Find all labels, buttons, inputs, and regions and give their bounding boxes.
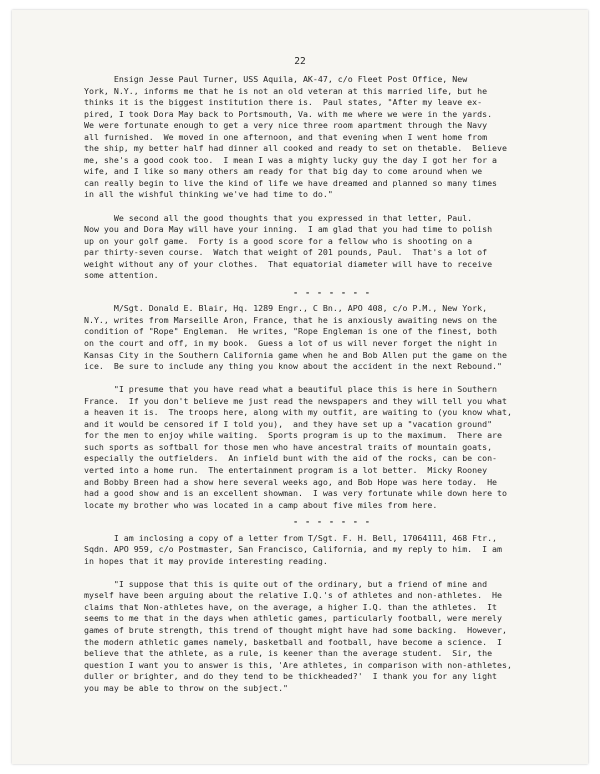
text-line: Sqdn. APO 959, c/o Postmaster, San Francisco, California, and my reply to him. I am (84, 544, 503, 555)
text-line: can really begin to live the kind of life we have dreamed and planned so many times (84, 177, 498, 188)
document-body (84, 74, 580, 694)
text-line: and Bobby Breen had a show here several weeks ago, and Bob Hope was here today. He (84, 476, 498, 487)
text-line: "I presume that you have read what a beautiful place this is here in Southern (84, 384, 498, 395)
text-line: locate my brother who was located in a camp about five miles from here. (84, 499, 438, 510)
text-line: duller or brighter, and do they tend to be thickheaded?' I thank you for any light (84, 671, 498, 682)
text-line: all furnished. We moved in one afternoon, and that evening when I went home from (84, 131, 488, 142)
text-line: N.Y., writes from Marseille Aron, France, that he is anxiously awaiting news on the (84, 314, 498, 325)
text-line: We second all the good thoughts that you expressed in that letter, Paul. (84, 212, 473, 223)
text-line: verted into a home run. The entertainment program is a lot better. Micky Rooney (84, 464, 488, 475)
text-line: had a good show and is an excellent showman. I was very fortunate while down here to (84, 488, 507, 499)
paragraph-gap (84, 567, 580, 579)
text-line: games of brute strength, this trend of thought might have had some backing. However, (84, 625, 507, 636)
text-line: such sports as softball for those men who have ancestral traits of mountain goats, (84, 441, 493, 452)
text-line: weight without any of your clothes. That equatorial diameter will have to receive (84, 258, 493, 269)
text-line: question I want you to answer is this, 'Are athletes, in comparison with non-athletes, (84, 659, 512, 670)
text-line: claims that Non-athletes have, on the average, a higher I.Q. than the athletes. It (84, 601, 498, 612)
text-line: condition of "Rope" Engleman. He writes, "Rope Engleman is one of the finest, both (84, 326, 498, 337)
text-line: wife, and I like so many others am ready for that big day to come around when we (84, 166, 483, 177)
text-line: and it would be censored if I told you), and they have set up a "vacation ground" (84, 418, 493, 429)
text-line: you may be able to throw on the subject." (84, 682, 289, 693)
text-line: Ensign Jesse Paul Turner, USS Aquila, AK-47, c/o Fleet Post Office, New (84, 74, 468, 84)
page-number: 22 (294, 56, 306, 67)
text-line: in hopes that it may provide interesting reading. (84, 555, 328, 566)
text-line: some attention. (84, 270, 159, 281)
text-line: believe that the athlete, as a rule, is keener than the average student. Sir, the (84, 648, 493, 659)
text-line: France. If you don't believe me just read the newspapers and they will tell you what (84, 395, 507, 406)
text-line: the modern athletic games namely, basketball and football, have become a science. I (84, 636, 503, 647)
text-line: in all the wishful thinking we've had time to do." (84, 189, 333, 200)
text-line: York, N.Y., informs me that he is not an old veteran at this married life, but he (84, 85, 488, 96)
paragraph-gap (84, 373, 580, 385)
text-line: Kansas City in the Southern California game when he and Bob Allen put the game on the (84, 349, 507, 360)
text-line: on the court and off, in my book. Guess a lot of us will never forget the night in (84, 337, 498, 348)
section-separator: - - - - - - - (293, 286, 371, 297)
paragraph-gap (84, 201, 580, 213)
text-line: for the men to enjoy while waiting. Sports program is up to the maximum. There are (84, 430, 503, 441)
text-line: the ship, my better half had dinner all cooked and ready to set on thetable. Believe (84, 143, 507, 154)
text-line: "I suppose that this is quite out of the ordinary, but a friend of mine and (84, 578, 488, 589)
text-line: par thirty-seven course. Watch that weight of 201 pounds, Paul. That's a lot of (84, 247, 488, 258)
text-line: thinks it is the biggest institution there is. Paul states, "After my leave ex- (84, 97, 483, 108)
text-line: We were fortunate enough to get a very nice three room apartment through the Navy (84, 120, 488, 131)
text-line: especially the outfielders. An infield bunt with the aid of the rocks, can be con- (84, 453, 498, 464)
document-page (12, 10, 588, 764)
section-separator: - - - - - - - (293, 516, 371, 527)
text-line: pired, I took Dora May back to Portsmouth, Va. with me where we were in the yards. (84, 108, 493, 119)
text-line: me, she's a good cook too. I mean I was a mighty lucky guy the day I got her for a (84, 154, 498, 165)
text-line: seems to me that in the days when athletic games, particularly football, were merely (84, 613, 503, 624)
text-line: a heaven it is. The troops here, along with my outfit, are waiting to (you know what, (84, 407, 512, 418)
text-line: Now you and Dora May will have your inning. I am glad that you had time to polish (84, 224, 493, 235)
text-line: myself have been arguing about the relative I.Q.'s of athletes and non-athletes. He (84, 590, 503, 601)
text-line: ice. Be sure to include any thing you know about the accident in the next Rebound." (84, 361, 503, 372)
text-line: up on your golf game. Forty is a good score for a fellow who is shooting on a (84, 235, 473, 246)
text-line: I am inclosing a copy of a letter from T/Sgt. F. H. Bell, 17064111, 468 Ftr., (84, 532, 498, 543)
text-line: M/Sgt. Donald E. Blair, Hq. 1289 Engr., C Bn., APO 408, c/o P.M., New York, (84, 303, 488, 314)
